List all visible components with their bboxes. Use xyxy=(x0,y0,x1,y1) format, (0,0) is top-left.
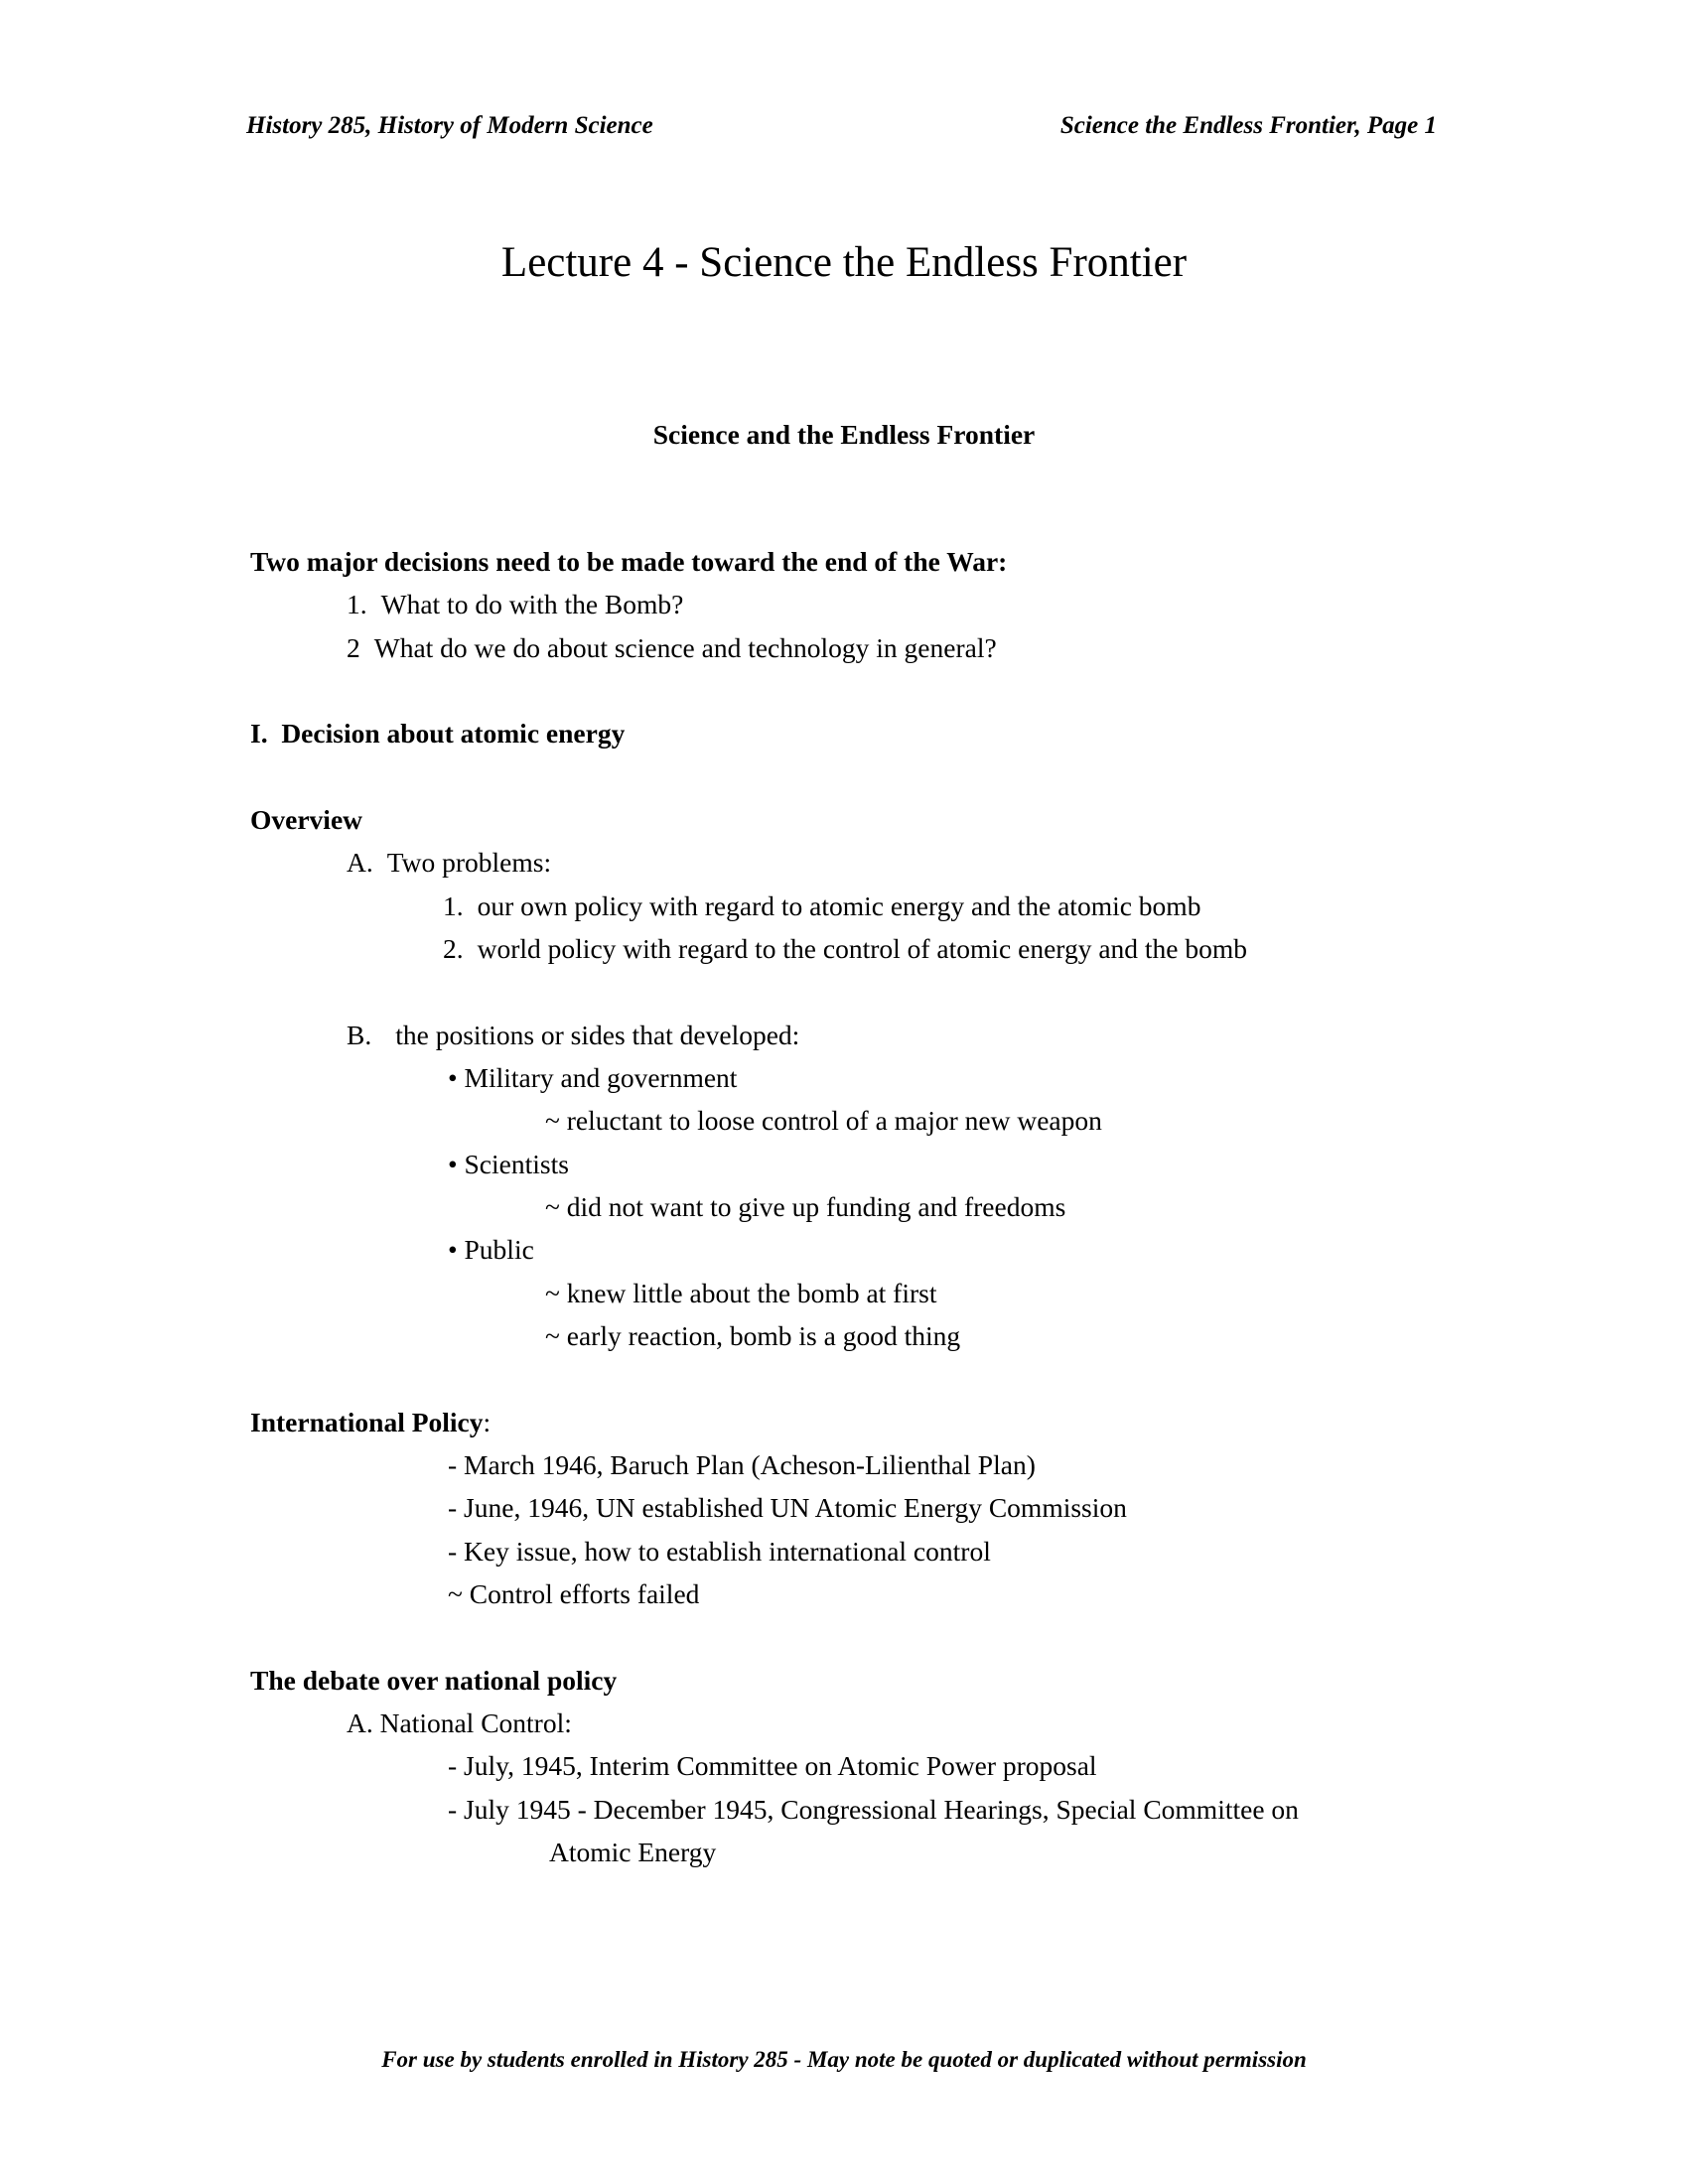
running-header-right: Science the Endless Frontier, Page 1 xyxy=(1059,112,1437,139)
national-heading: The debate over national policy xyxy=(250,1664,618,1696)
running-header-left: History 285, History of Modern Science xyxy=(246,112,653,139)
tilde-icon: ~ xyxy=(545,1105,560,1137)
tilde-icon: ~ xyxy=(545,1319,560,1351)
numbered-item xyxy=(0,927,1688,970)
outline-item-a xyxy=(0,841,1688,884)
sub-note xyxy=(0,1099,1688,1142)
document-body xyxy=(0,540,1688,1873)
page-subtitle: Science and the Endless Frontier xyxy=(652,419,1036,450)
dash-item-continuation: Atomic Energy xyxy=(549,1836,717,1867)
dash-item: - July, 1945, Interim Committee on Atomic Power proposal xyxy=(448,1750,1097,1782)
outline-item-a xyxy=(0,1702,1688,1744)
bullet-icon: • xyxy=(448,1061,458,1093)
bullet-text: Scientists xyxy=(464,1148,569,1179)
numbered-item xyxy=(0,885,1688,927)
tilde-item: ~ Control efforts failed xyxy=(448,1577,700,1609)
dash-item: - March 1946, Baruch Plan (Acheson-Lilienthal Plan) xyxy=(448,1448,1036,1480)
list-marker: 2 xyxy=(347,631,360,663)
page-footer: For use by students enrolled in History 285 - May note be quoted or duplicated without permission xyxy=(381,2047,1307,2072)
outline-text: National Control: xyxy=(379,1706,572,1738)
list-marker: 1. xyxy=(443,889,464,921)
blank-line xyxy=(0,1357,1688,1400)
dash-item: - June, 1946, UN established UN Atomic Energy Commission xyxy=(448,1492,1127,1524)
heading-colon: : xyxy=(483,1406,492,1437)
list-item-text: world policy with regard to the control of atomic energy and the bomb xyxy=(477,932,1248,964)
outline-marker: A. xyxy=(347,847,373,879)
outline-marker: A. xyxy=(347,1706,373,1738)
bullet-text: Public xyxy=(464,1234,534,1266)
list-item-text: What to do with the Bomb? xyxy=(380,589,684,620)
section-heading: I. Decision about atomic energy xyxy=(250,718,626,750)
tilde-icon: ~ xyxy=(545,1190,560,1222)
outline-text: the positions or sides that developed: xyxy=(395,1019,800,1050)
heading-text: International Policy xyxy=(250,1406,484,1437)
sub-note xyxy=(0,1314,1688,1357)
outline-item-b xyxy=(0,1014,1688,1056)
bullet-text: Military and government xyxy=(464,1061,738,1093)
blank-line xyxy=(0,669,1688,712)
note-text: did not want to give up funding and freedoms xyxy=(566,1190,1066,1222)
blank-line xyxy=(0,970,1688,1013)
dash-item: - July 1945 - December 1945, Congressional Hearings, Special Committee on xyxy=(448,1793,1299,1825)
note-text: reluctant to loose control of a major new weapon xyxy=(566,1105,1102,1137)
note-text: knew little about the bomb at first xyxy=(566,1277,937,1308)
intro-item xyxy=(0,626,1688,669)
page-title: Lecture 4 - Science the Endless Frontier xyxy=(500,239,1188,286)
list-item-text: What do we do about science and technology in general? xyxy=(373,631,997,663)
outline-text: Two problems: xyxy=(386,847,552,879)
blank-line xyxy=(0,1615,1688,1658)
blank-line xyxy=(0,755,1688,798)
bullet-item xyxy=(0,1228,1688,1271)
bullet-icon: • xyxy=(448,1234,458,1266)
list-marker: 1. xyxy=(347,589,367,620)
sub-note xyxy=(0,1272,1688,1314)
intro-item xyxy=(0,583,1688,625)
bullet-item xyxy=(0,1056,1688,1099)
note-text: early reaction, bomb is a good thing xyxy=(566,1319,961,1351)
outline-marker: B. xyxy=(347,1019,372,1050)
bullet-item xyxy=(0,1143,1688,1185)
tilde-icon: ~ xyxy=(545,1277,560,1308)
sub-note xyxy=(0,1185,1688,1228)
bullet-icon: • xyxy=(448,1148,458,1179)
list-marker: 2. xyxy=(443,932,464,964)
international-heading xyxy=(0,1401,1688,1443)
overview-heading: Overview xyxy=(250,803,363,835)
dash-item: - Key issue, how to establish international control xyxy=(448,1535,991,1567)
intro-heading: Two major decisions need to be made toward the end of the War: xyxy=(250,546,1008,577)
list-item-text: our own policy with regard to atomic energy and the atomic bomb xyxy=(477,889,1201,921)
